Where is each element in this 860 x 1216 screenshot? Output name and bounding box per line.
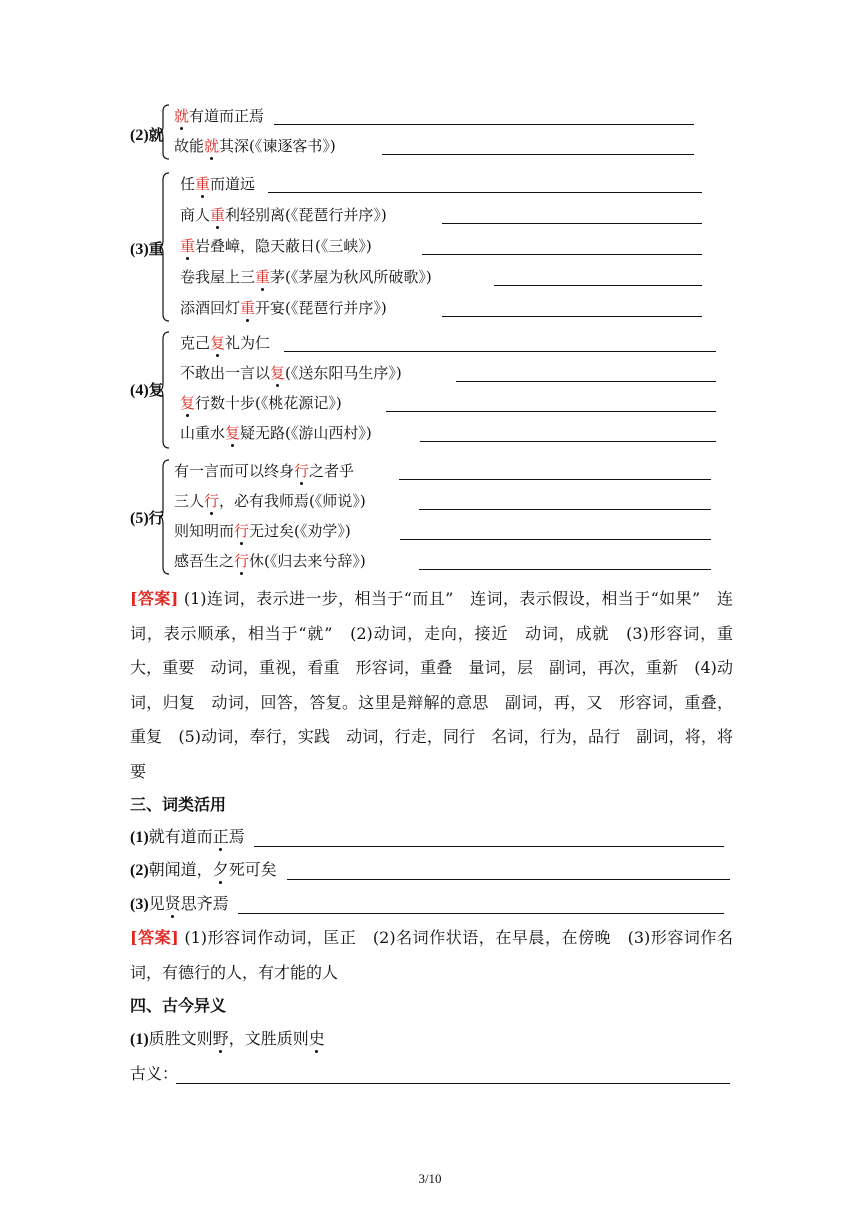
section-heading: 四、古今异义 (130, 996, 227, 1015)
question-item: (1)就有道而正焉 (130, 824, 245, 850)
example-sentence: 重岩叠嶂，隐天蔽日(《三峡》) (180, 234, 372, 258)
example-sentence: 山重水复疑无路(《游山西村》) (180, 421, 372, 445)
group-label: (3)重 (130, 240, 164, 258)
answer-paragraph: [答案] (1)连词，表示进一步，相当于“而且” 连词，表示假设，相当于“如果” 连词，表示顺承，相当于“就” (2)动词，走向，接近 动词，成就 (3)形容词，重大，重要 动词，重视，看重 形容词，重叠 量词，层 副词，再次，重新 (4)动词，归复 动词，回答，答复。这里是辩解的意思 副词，再，又 形容词，重叠，重复 (5)动词，奉行，实践 动词，行走，同行 名词，行为，品行 副词，将，将要 (130, 589, 733, 781)
example-sentence: 克己复礼为仁 (180, 331, 270, 355)
question-item: (3)见贤思齐焉 (130, 891, 229, 917)
brace-icon (160, 459, 170, 575)
example-sentence: 复行数十步(《桃花源记》) (180, 391, 342, 415)
question-item: (2)朝闻道，夕死可矣 (130, 857, 277, 883)
group-label: (5)行 (130, 509, 164, 527)
group-label: (4)复 (130, 381, 164, 399)
brace-icon (160, 104, 170, 160)
example-sentence: 感吾生之行休(《归去来兮辞》) (174, 549, 366, 573)
brace-icon (160, 331, 170, 449)
page-number: 3/10 (418, 1171, 442, 1186)
example-sentence: 就有道而正焉 (174, 104, 264, 128)
section-heading: 三、词类活用 (130, 795, 227, 814)
brace-icon (160, 172, 170, 322)
question-item: (1)质胜文则野，文胜质则史 (130, 1029, 325, 1048)
example-sentence: 故能就其深(《谏逐客书》) (174, 134, 336, 158)
answer-paragraph: [答案] (1)形容词作动词，匡正 (2)名词作状语，在早晨，在傍晚 (3)形容词作名词，有德行的人，有才能的人 (130, 928, 733, 982)
example-sentence: 三人行，必有我师焉(《师说》) (174, 489, 366, 513)
example-sentence: 则知明而行无过矣(《劝学》) (174, 519, 351, 543)
example-sentence: 卷我屋上三重茅(《茅屋为秋风所破歌》) (180, 265, 432, 289)
example-sentence: 任重而道远 (180, 172, 255, 196)
example-sentence: 有一言而可以终身行之者乎 (174, 459, 354, 483)
answer-blank: 古义： (130, 1061, 178, 1087)
example-sentence: 添酒回灯重开宴(《琵琶行并序》) (180, 296, 387, 320)
group-label: (2)就 (130, 126, 164, 144)
example-sentence: 商人重利轻别离(《琵琶行并序》) (180, 203, 387, 227)
example-sentence: 不敢出一言以复(《送东阳马生序》) (180, 361, 402, 385)
